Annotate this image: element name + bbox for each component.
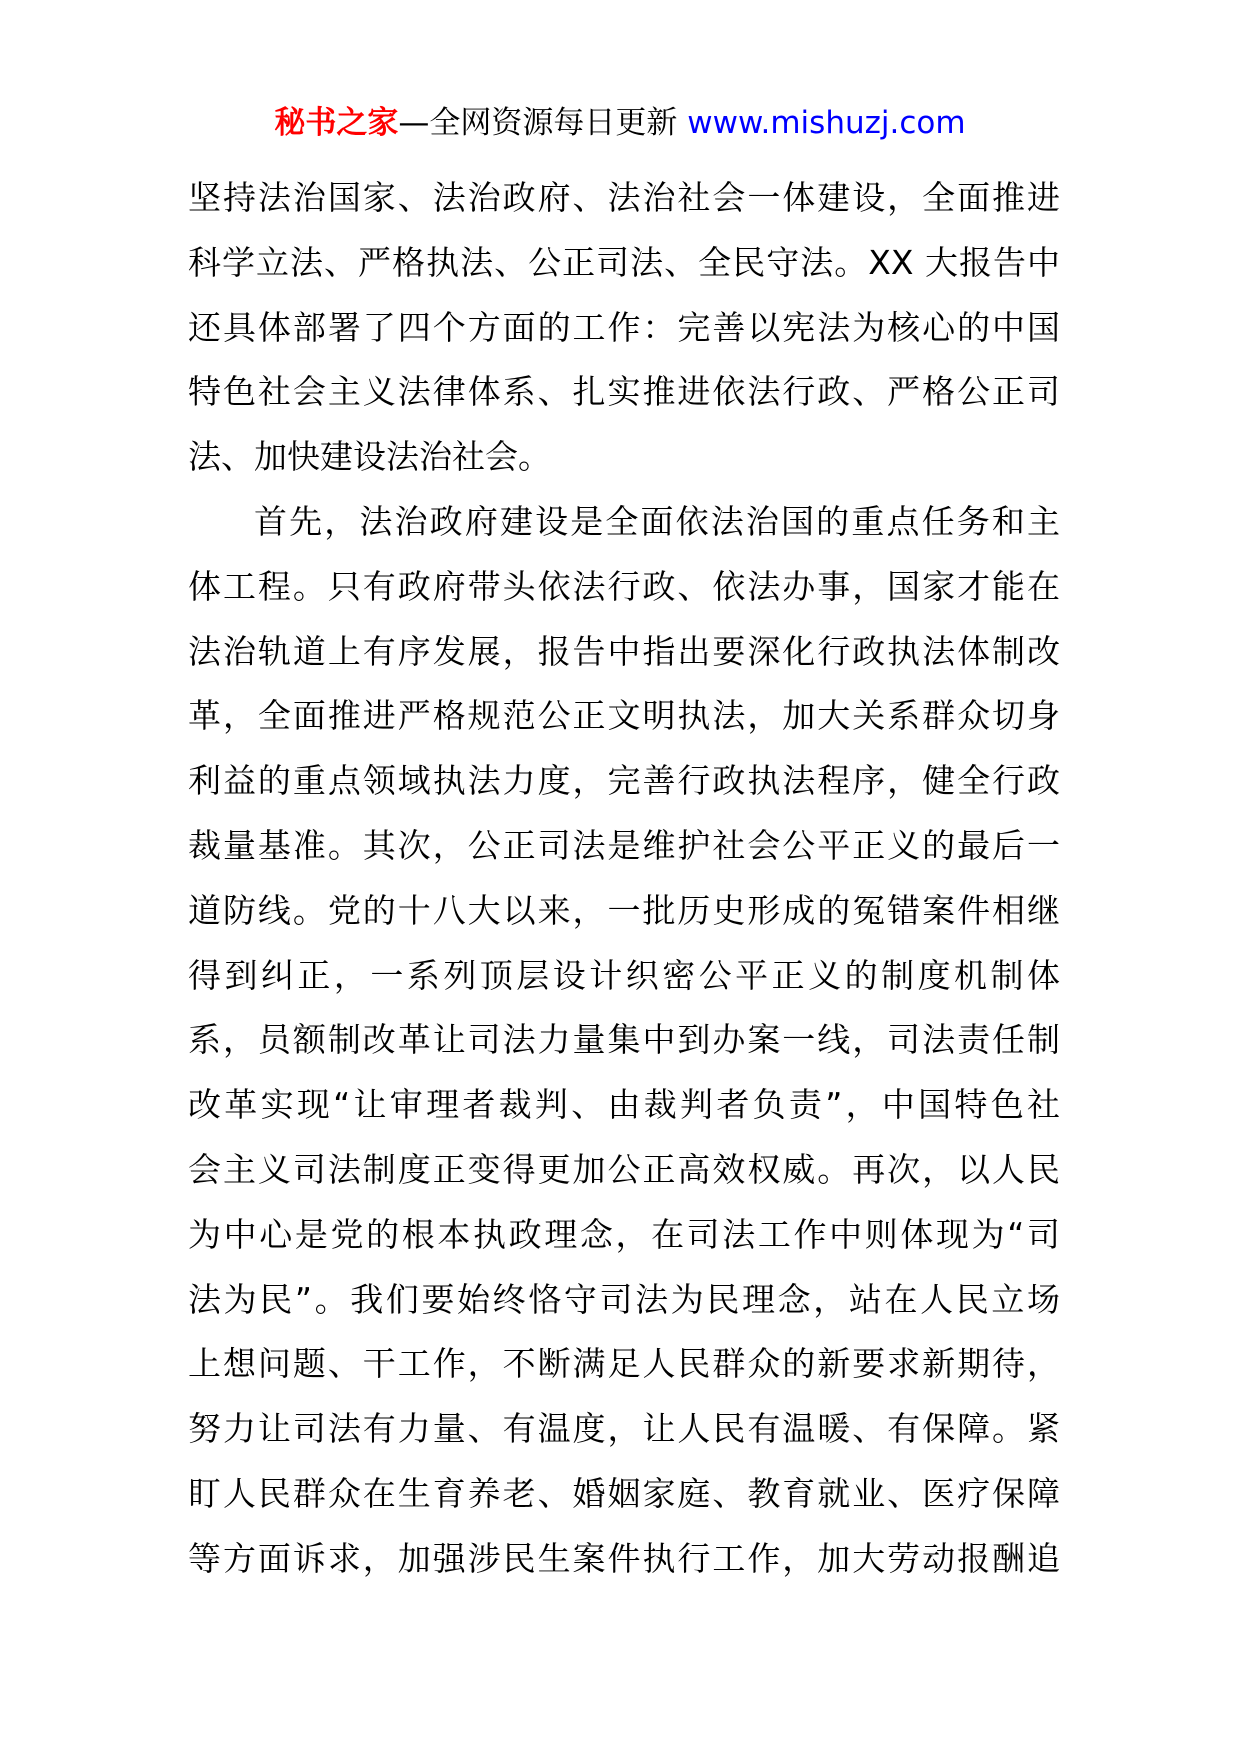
text-line: 系，员额制改革让司法力量集中到办案一线，司法责任制 [188,1020,1060,1060]
text-line: 等方面诉求，加强涉民生案件执行工作，加大劳动报酬追 [188,1538,1060,1578]
text-line: 上想问题、干工作，不断满足人民群众的新要求新期待， [188,1344,1060,1384]
text-line: 努力让司法有力量、有温度，让人民有温暖、有保障。紧 [188,1409,1060,1449]
header-tagline: —全网资源每日更新 [398,105,678,141]
text-line: 利益的重点领域执法力度，完善行政执法程序，健全行政 [188,761,1060,801]
text-line: 得到纠正，一系列顶层设计织密公平正义的制度机制体 [188,955,1060,995]
text-line: 法、加快建设法治社会。 [188,437,551,477]
site-url-link[interactable]: www.mishuzj.com [687,105,966,141]
text-line: 道防线。党的十八大以来，一批历史形成的冤错案件相继 [188,890,1060,930]
text-line: 特色社会主义法律体系、扎实推进依法行政、严格公正司 [188,372,1060,412]
text-line: 为中心是党的根本执政理念，在司法工作中则体现为“司 [188,1214,1060,1254]
text-line: 法治轨道上有序发展，报告中指出要深化行政执法体制改 [188,631,1060,671]
text-line: 坚持法治国家、法治政府、法治社会一体建设，全面推进 [188,178,1060,217]
text-line: 裁量基准。其次，公正司法是维护社会公平正义的最后一 [188,825,1060,865]
text-line: 革，全面推进严格规范公正文明执法，加大关系群众切身 [188,696,1060,736]
text-line: 法为民”。我们要始终恪守司法为民理念，站在人民立场 [188,1279,1060,1319]
page-header [0,100,1240,146]
text-line: 科学立法、严格执法、公正司法、全民守法。XX 大报告中 [188,242,1060,282]
text-line: 会主义司法制度正变得更加公正高效权威。再次，以人民 [188,1149,1060,1189]
document-body [188,166,1060,1592]
text-line: 体工程。只有政府带头依法行政、依法办事，国家才能在 [188,566,1060,606]
text-line: 还具体部署了四个方面的工作：完善以宪法为核心的中国 [188,307,1060,347]
paragraph-first-line: 首先，法治政府建设是全面依法治国的重点任务和主 [254,501,1060,541]
text-line: 改革实现“让审理者裁判、由裁判者负责”，中国特色社 [188,1085,1060,1125]
text-line: 盯人民群众在生育养老、婚姻家庭、教育就业、医疗保障 [188,1473,1060,1513]
brand-name: 秘书之家 [274,105,399,141]
